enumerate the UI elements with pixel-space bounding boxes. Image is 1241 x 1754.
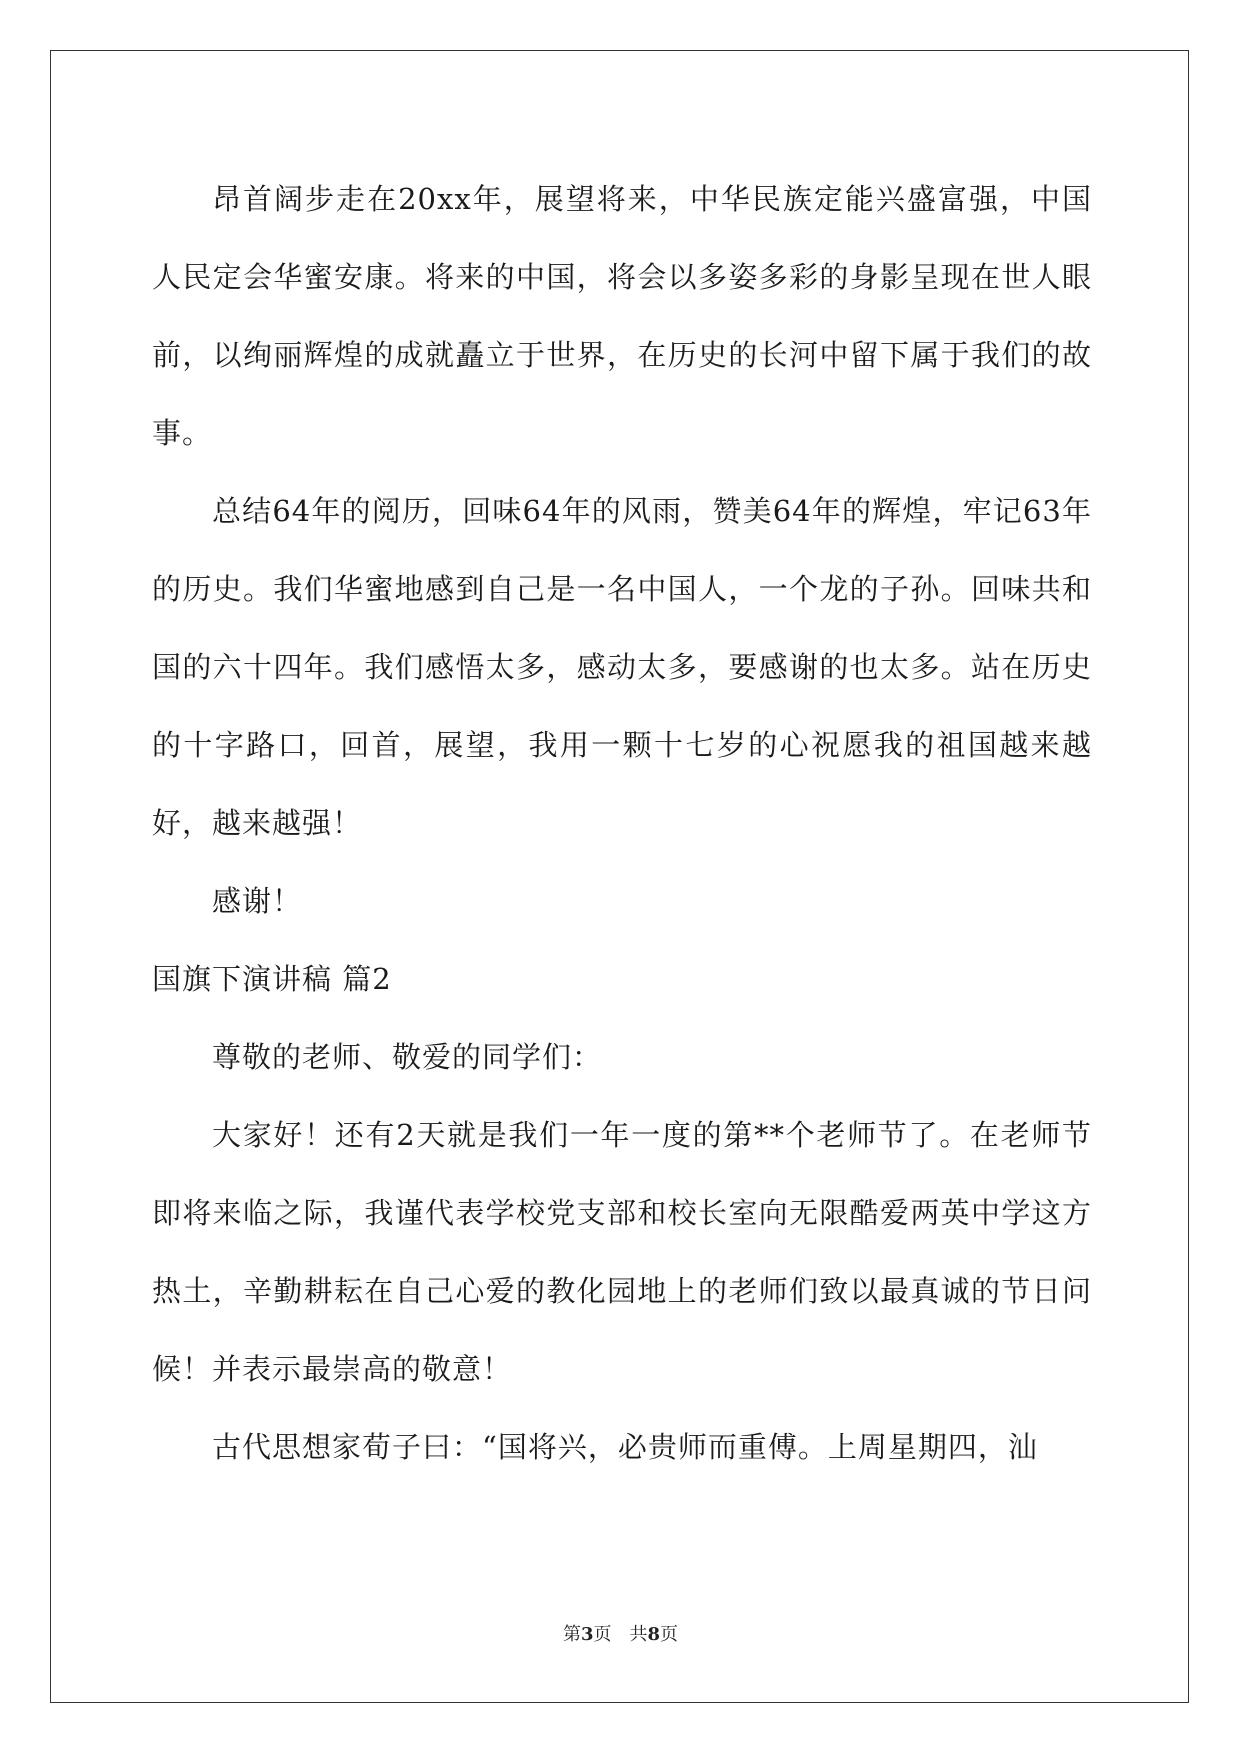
salutation: 尊敬的老师、敬爱的同学们： xyxy=(212,1040,603,1074)
paragraph: 古代思想家荀子曰：“国将兴，必贵师而重傅。上周星期四，汕 xyxy=(212,1430,1038,1464)
paragraph: 感谢！ xyxy=(212,884,303,918)
paragraph: 总结64年的阅历，回味64年的风雨，赞美64年的辉煌，牢记63年的历史。我们华蜜地感到自己是一名中国人，一个龙的子孙。回味共和国的六十四年。我们感悟太多，感动太多，要感谢的也太多。站在历史的十字路口，回首，展望，我用一颗十七岁的心祝愿我的祖国越来越好，越来越强！ xyxy=(152,494,1092,840)
paragraph: 昂首阔步走在20xx年，展望将来，中华民族定能兴盛富强，中国人民定会华蜜安康。将来的中国，将会以多姿多彩的身影呈现在世人眼前，以绚丽辉煌的成就矗立于世界，在历史的长河中留下属于我们的故事。 xyxy=(152,182,1092,450)
page-footer xyxy=(0,1620,1241,1646)
page-prefix: 第 xyxy=(562,1624,581,1645)
page-current: 3 xyxy=(580,1624,594,1645)
document-body xyxy=(152,160,1092,1486)
page-total: 8 xyxy=(647,1624,661,1645)
section-heading: 国旗下演讲稿 篇2 xyxy=(152,962,392,996)
paragraph: 大家好！还有2天就是我们一年一度的第**个老师节了。在老师节即将来临之际，我谨代表学校党支部和校长室向无限酷爱两英中学这方热土，辛勤耕耘在自己心爱的教化园地上的老师们致以最真诚的节日问候！并表示最崇高的敬意！ xyxy=(152,1118,1092,1386)
total-suffix: 页 xyxy=(660,1624,679,1645)
page-suffix: 页 xyxy=(593,1624,612,1645)
total-prefix: 共 xyxy=(629,1624,648,1645)
